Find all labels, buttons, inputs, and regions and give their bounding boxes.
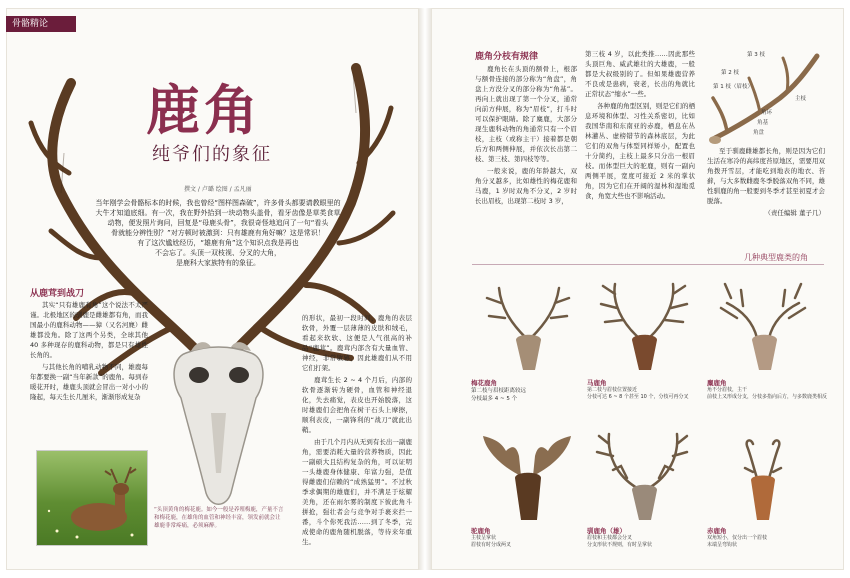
deer-type-name: 驼鹿角: [471, 527, 491, 535]
diagram-label: 第 3 枝: [747, 52, 765, 58]
types-heading: 几种典型鹿类的角: [744, 253, 808, 262]
paragraph: 其实“只有雄鹿有角”这个说法不太严谨。北极地区的驯鹿是雌雄都有角，而我国最小的鹿科动物——獐（又名河麂）雌雄都没角。除了这两个另类，全球其他 40 多种现存的鹿科动物，都是只有雄性长角的。: [30, 301, 148, 359]
deer-type-desc: 眉枝和主枝都会分叉 分支形状不规则，有时呈掌状: [587, 535, 653, 548]
deer-type-card: [707, 426, 827, 549]
deer-type-card: [471, 278, 591, 403]
sika-antler-illustration: [471, 278, 581, 378]
intro-text: [70, 198, 366, 268]
section-heading: 鹿角分枝有规律: [475, 52, 539, 62]
right-page: [431, 8, 844, 570]
diagram-label: 第 2 枝: [721, 70, 739, 76]
intro-line: 动物，便发照片询问，回复是“母鹿头骨”，我很奇怪地追问了一句“看头: [107, 219, 329, 227]
diagram-label: 角盘: [753, 130, 765, 136]
body-column-2: [585, 49, 695, 201]
intro-line: 有了这次尴尬经历，“雄鹿有角”这个知识点我是再也: [137, 239, 299, 247]
deer-type-name: 梅花鹿角: [471, 379, 497, 387]
diagram-label: 角环: [761, 110, 773, 116]
article-subtitle: 纯爷们的象征: [152, 144, 272, 165]
body-column-2: [302, 313, 412, 547]
diagram-label: 第 1 枝（眉枝）: [713, 84, 753, 90]
deer-type-card: [471, 426, 591, 549]
deer-type-name: 麋鹿角: [707, 379, 727, 387]
deer-type-desc: 第二枝与眉枝距离较远 分枝最多 4 ~ 5 个: [471, 388, 527, 402]
deer-type-name: 驯鹿角（雄）: [587, 527, 626, 535]
intro-line: 大牛才知道底细。有一次，我在野外拾到一块动物头盖骨，看牙齿像是草类食草: [95, 209, 341, 217]
paragraph: 一般来说，鹿的年龄越大，双角分叉越多，比如雄性的梅花鹿和马鹿，1 岁时双角不分叉，2 岁时长出眉枝，出现第二枝时 3 岁，: [475, 167, 577, 205]
deer-type-desc: 角不分眉枝，主干 前枝上又形成分支，分枝多指向后方，与多数鹿类相反: [707, 387, 828, 400]
intro-line: 不会忘了。头顶一双枝视、分叉的大角，: [155, 249, 281, 257]
editor-credit: （责任编辑 董子几）: [764, 209, 825, 217]
intro-line: 当年刚学会骨骼标本的时候，我也曾经“图样图森破”，许多骨头都要请教眼里的: [95, 199, 341, 207]
pere-david-antler-illustration: [707, 278, 817, 378]
diagram-label: 主枝: [795, 96, 807, 102]
paragraph: 与其他长角的哺乳动物不同，雄鹿每年都要换一副“当年新款”的鹿角。每到春暖花开时，雄鹿头顶就会冒出一对小小的隆起，每天生长几厘米，渐渐形成复杂: [30, 363, 148, 401]
paragraph: 鹿角长在头顶的额骨上，根部与额骨连接的部分称为“角盘”，角盘上方没分叉的部分称为“角基”。再向上就出现了第一个分叉，通常向前方伸展，称为“眉枝”，打斗时可以保护眼睛。除了麋鹿，大部分现生鹿科动物的角通常只有一个眉枝，主枝（或称主干）接着都是朝后方和两侧伸展，并依次长出第二枝、第三枝、第四枝等等。: [475, 65, 577, 163]
body-column-1: [30, 300, 148, 402]
section-heading: 从鹿茸到战刀: [30, 289, 85, 299]
article-title: 鹿角: [146, 78, 262, 142]
diagram-label: 角基: [757, 120, 769, 126]
paragraph: 的形状，最初一段时间，鹿角的表层软骨，外覆一层薄薄的皮肤和绒毛，看起来软软、这便是人气很高的补品“鹿茸”。鹿茸内部含有大量血管、神经，非常敏感，因此雄鹿们从不用它们打架。: [302, 314, 412, 372]
deer-type-desc: 主枝呈掌状 眉枝有时分成两叉: [471, 535, 512, 548]
deer-type-card: [707, 278, 827, 401]
photo-caption: “头顶黄角的梅花鹿。如今一般是养殖梅鹿，产量不言和梅花鹿，在雄角的血管和神经丰富，领发前就会让雄鹿非常疼痛，必须麻醉。: [154, 507, 284, 529]
intro-line: 骨就能分辨性别？”对方顿时被激到：只有雄鹿有角好嘛？这是常识！: [111, 229, 325, 237]
deer-type-desc: 双角短小，仅分出一个眉枝 末端呈弯钩状: [707, 535, 768, 548]
intro-line: 是鹿科大家族特有的象征。: [176, 259, 260, 267]
deer-type-desc: 第二枝与眉枝位置接近 分枝可达 6 ~ 8 个甚至 10 个，分枝可再分叉: [587, 387, 689, 400]
byline: 撰文 / 卢璐 绘图 / 孟凡丽: [184, 186, 252, 193]
left-page: [6, 8, 419, 570]
paragraph: 各种鹿的角型区别，则是它们的栖息环境和体型、习性关系密切，比如我国华南和东南亚的赤鹿，栖息在丛林灌丛、虚榜错节的森林底层，为此它们的双角与体型同样矫小，配置也十分简约，主枝上最多只分出一根眉枝。而体型巨大的驼鹿，则有一副向两侧平展，宽度可接近 2 米的掌状角，因为它们在开阔的湿林和湿地觅食，角宽大些也不影响活动。: [585, 102, 695, 200]
body-column-1: [475, 64, 577, 206]
red-deer-antler-illustration: [587, 278, 697, 378]
divider: [472, 264, 824, 265]
paragraph: 由于几个月内从无到有长出一副鹿角，需要消耗大量的营养物质，因此一副硕大且结构复杂的角，可以证明一头雄鹿身体健康、年富力强，是值得雌鹿们信赖的“成熟猛男”。不过秋季求偶期的雄鹿们，并不满足于炫耀美角，还在雨尔雾的制度下彼此角斗拼抢，强壮者会与竞争对手裹来拦一番，斗个你死我活……到了冬季，完成使命的鹿角随机脱落，等待来年重生。: [302, 438, 412, 546]
page-gutter: [419, 8, 431, 570]
section-tag: 骨骼精论: [6, 16, 76, 32]
reindeer-antler-illustration: [587, 426, 697, 526]
body-column-3: [707, 146, 825, 218]
deer-type-card: [587, 278, 707, 401]
deer-photo: [36, 450, 148, 546]
deer-type-name: 马鹿角: [587, 379, 607, 387]
deer-type-card: [587, 426, 707, 549]
moose-antler-illustration: [471, 426, 581, 526]
muntjac-antler-illustration: [707, 426, 817, 526]
antler-anatomy-diagram: [705, 38, 825, 158]
paragraph: 第三枝 4 岁，以此类推……因此那些头顶巨角、威武雄壮的大雄鹿，一般都是大叔级别的了。但如果雄鹿营养不良或是患病，衰老，长出的角就比正常状态“缩水”一些。: [585, 50, 695, 98]
paragraph: 鹿茸生长 2 ~ 4 个月后，内部的软骨逐渐转为硬骨，血管和神经退化，失去痛觉，表皮也开始脱落，这时雄鹿们会把角在树干石头上摩擦，顺利表皮，一副锋利的“战刀”就此出鞘。: [302, 376, 412, 434]
deer-type-name: 赤鹿角: [707, 527, 727, 535]
paragraph: 至于驯鹿雌雄都长角，则是因为它们生活在寒冷的高纬度苔原地区，需要用双角拨开雪层，才能吃到地表的地衣、苔藓，与大多数雌鹿冬季脱落双角不同，雄性驯鹿的角一般要到冬季才甚至初夏才会脱落。: [707, 147, 825, 205]
